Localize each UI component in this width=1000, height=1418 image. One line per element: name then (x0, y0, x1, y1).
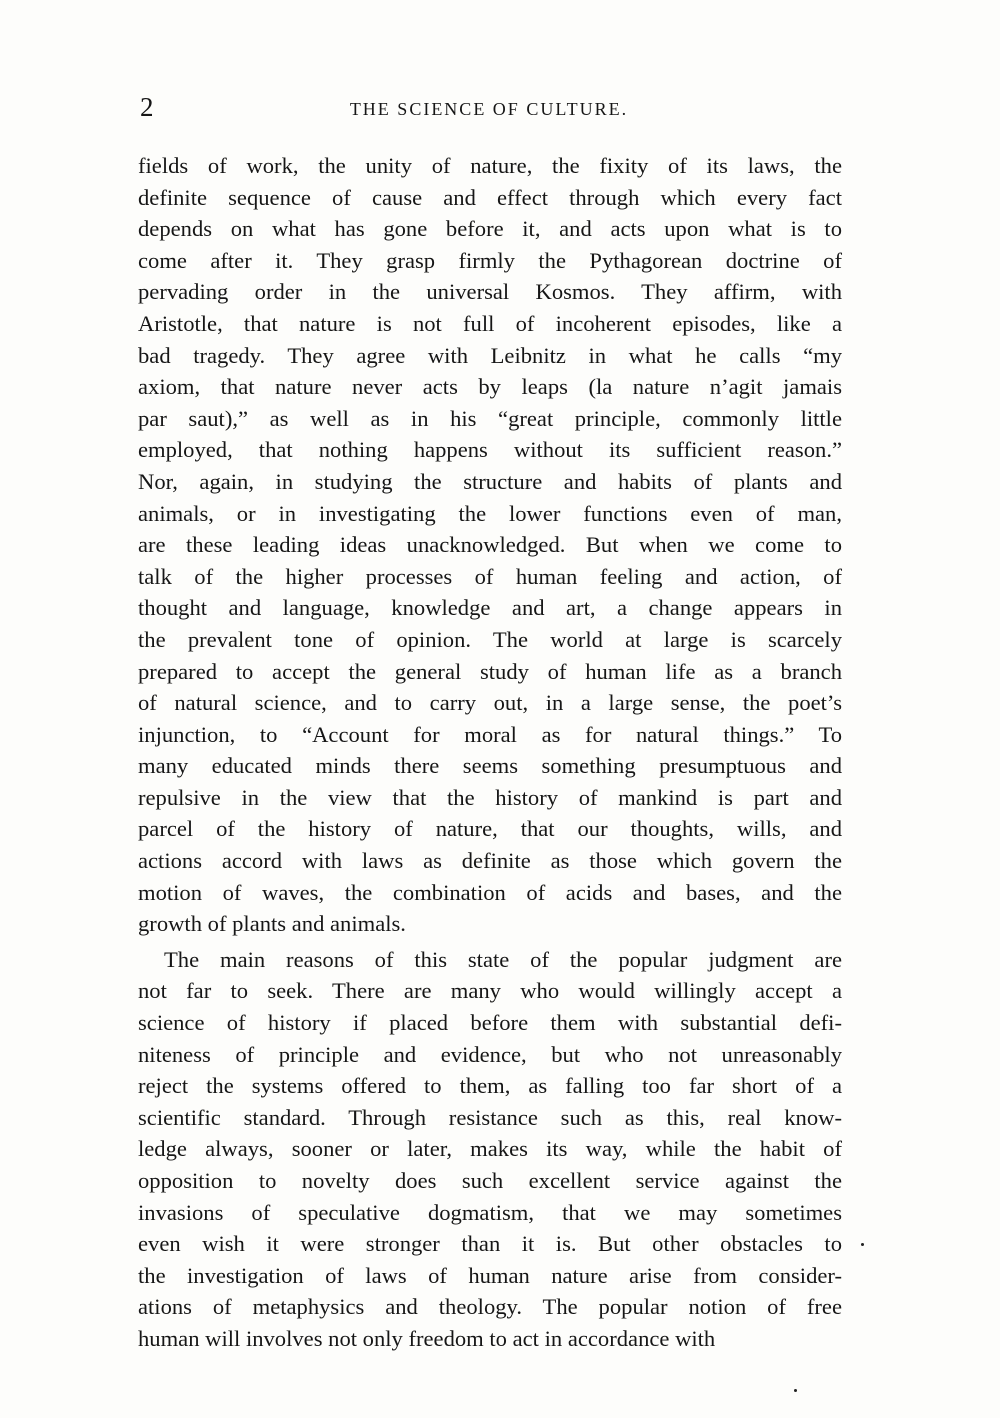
running-title: THE SCIENCE OF CULTURE. (349, 99, 629, 119)
text-line: reject the systems offered to them, as falling too far short of a (138, 1073, 842, 1099)
text-line: ations of metaphysics and theology. The popular notion of free (138, 1294, 842, 1320)
text-line: not far to seek. There are many who would willingly accept a (138, 978, 842, 1004)
text-line: opposition to novelty does such excellent service against the (138, 1168, 842, 1193)
text-line: science of history if placed before them with substantial defi- (138, 1010, 842, 1036)
text-line: prepared to accept the general study of human life as a branch (138, 658, 842, 684)
text-line: employed, that nothing happens without its sufficient reason.” (138, 437, 842, 463)
text-line: even wish it were stronger than it is. But other obstacles to (138, 1231, 842, 1257)
text-line: injunction, to “Account for moral as for natural things.” To (138, 721, 842, 747)
text-line: human will involves not only freedom to act in accordance with (138, 1325, 716, 1351)
text-line: many educated minds there seems something presumptuous and (138, 753, 842, 779)
text-line: animals, or in investigating the lower functions even of man, (138, 500, 842, 526)
text-line: niteness of principle and evidence, but who not unreasonably (138, 1041, 842, 1067)
text-line: the investigation of laws of human nature arise from consider- (138, 1262, 842, 1288)
page-number: 2 (140, 92, 154, 122)
body-text (138, 150, 842, 1355)
paragraph (138, 150, 842, 940)
text-line: ledge always, sooner or later, makes its way, while the habit of (138, 1136, 842, 1162)
text-line: definite sequence of cause and effect through which every fact (138, 184, 842, 210)
text-line: invasions of speculative dogmatism, that we may sometimes (138, 1199, 842, 1225)
text-line: repulsive in the view that the history of mankind is part and (138, 784, 842, 810)
text-line: bad tragedy. They agree with Leibnitz in what he calls “my (138, 342, 842, 368)
paragraph (138, 944, 842, 1355)
print-speck (794, 1389, 797, 1392)
running-head (136, 92, 842, 122)
text-line: talk of the higher processes of human feeling and action, of (138, 563, 842, 589)
text-line: come after it. They grasp firmly the Pythagorean doctrine of (138, 247, 842, 273)
text-line: of natural science, and to carry out, in a large sense, the poet’s (138, 690, 842, 716)
text-line: fields of work, the unity of nature, the fixity of its laws, the (138, 153, 842, 178)
text-line: pervading order in the universal Kosmos. They affirm, with (138, 279, 842, 305)
text-line: scientific standard. Through resistance such as this, real know- (138, 1104, 842, 1130)
text-line: Nor, again, in studying the structure and habits of plants and (138, 468, 842, 494)
text-line: Aristotle, that nature is not full of incoherent episodes, like a (138, 310, 842, 336)
text-line: The main reasons of this state of the popular judgment are (164, 946, 842, 972)
text-line: actions accord with laws as definite as those which govern the (138, 848, 842, 874)
text-line: par saut),” as well as in his “great principle, commonly little (138, 405, 842, 431)
print-speck (861, 1243, 864, 1246)
text-line: the prevalent tone of opinion. The world at large is scarcely (138, 626, 842, 652)
text-line: parcel of the history of nature, that our thoughts, wills, and (138, 816, 842, 842)
text-line: motion of waves, the combination of acids and bases, and the (138, 879, 842, 905)
text-line: growth of plants and animals. (138, 911, 406, 937)
text-line: are these leading ideas unacknowledged. But when we come to (138, 532, 842, 558)
text-line: depends on what has gone before it, and acts upon what is to (138, 216, 842, 242)
text-line: axiom, that nature never acts by leaps (la nature n’agit jamais (138, 374, 842, 400)
text-line: thought and language, knowledge and art, a change appears in (138, 595, 842, 621)
